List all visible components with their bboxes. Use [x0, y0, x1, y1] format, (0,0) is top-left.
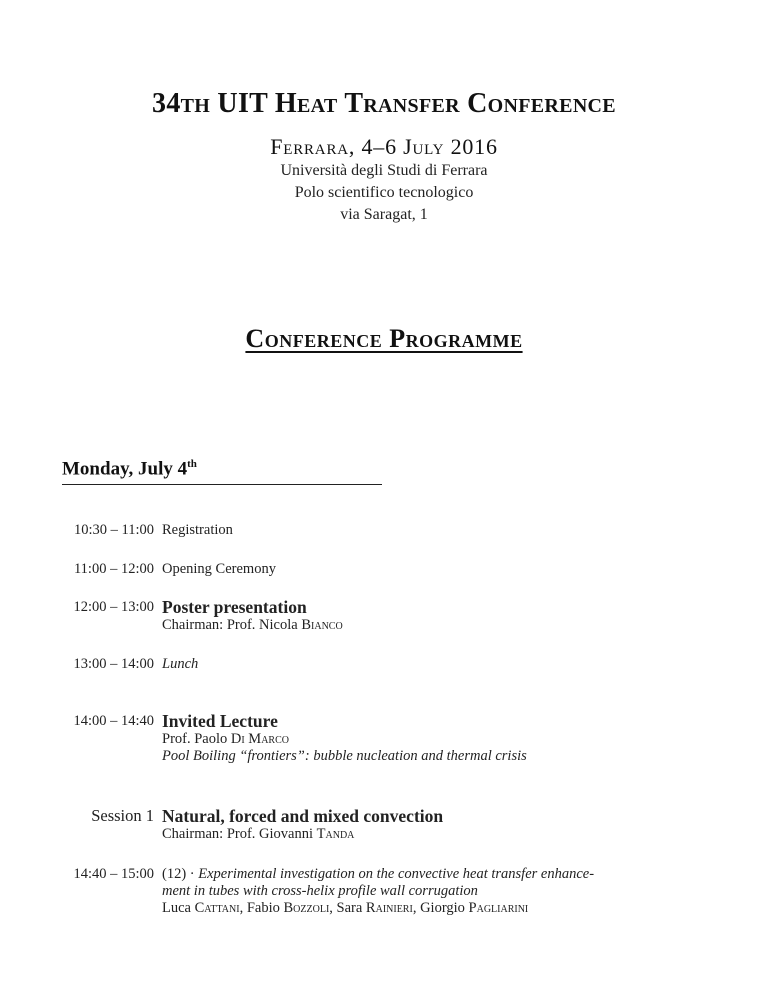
address-line-campus: Polo scientifico tecnologico — [294, 184, 474, 201]
paper-id: (12) · — [162, 866, 199, 882]
paper-title-line: ment in tubes with cross-helix profile wall corrugation — [162, 883, 478, 899]
speaker: Prof. Paolo Di Marco — [162, 731, 289, 747]
conference-title: 34th UIT Heat Transfer Conference — [152, 88, 616, 119]
event-title: Poster presentation — [162, 597, 307, 617]
address-line-street: via Saragat, 1 — [340, 206, 428, 223]
time-slot: 14:00 – 14:40 — [73, 713, 154, 729]
paper-authors — [162, 900, 690, 917]
event-title: Opening Ceremony — [162, 561, 276, 577]
session-title: Natural, forced and mixed convection — [162, 806, 444, 826]
time-slot: 12:00 – 13:00 — [73, 599, 154, 615]
author: Sara Rainieri, — [336, 900, 421, 916]
address-line-university: Università degli Studi di Ferrara — [280, 162, 488, 179]
author: Giorgio Pagliarini — [420, 900, 529, 916]
conference-place-dates: Ferrara, 4–6 July 2016 — [270, 134, 498, 159]
programme-title: Conference Programme — [245, 324, 523, 353]
event-title: Registration — [162, 522, 233, 538]
time-slot: 14:40 – 15:00 — [73, 866, 154, 882]
session-label: Session 1 — [91, 806, 154, 825]
event-title: Invited Lecture — [162, 711, 278, 731]
author: Fabio Bozzoli, — [246, 900, 337, 916]
time-slot: 13:00 – 14:00 — [73, 656, 154, 672]
talk-title: Pool Boiling “frontiers”: bubble nucleation and thermal crisis — [162, 748, 527, 764]
time-slot: 10:30 – 11:00 — [73, 522, 154, 538]
event-title: Lunch — [162, 656, 199, 672]
paper-title-line: (12) · Experimental investigation on the convective heat transfer enhance- — [162, 866, 595, 882]
chairman: Chairman: Prof. Giovanni Tanda — [162, 826, 355, 842]
time-slot: 11:00 – 12:00 — [73, 561, 154, 577]
day-header: Monday, July 4th — [62, 458, 382, 485]
chairman: Chairman: Prof. Nicola Bianco — [162, 617, 343, 633]
author: Luca Cattani, — [162, 900, 247, 916]
